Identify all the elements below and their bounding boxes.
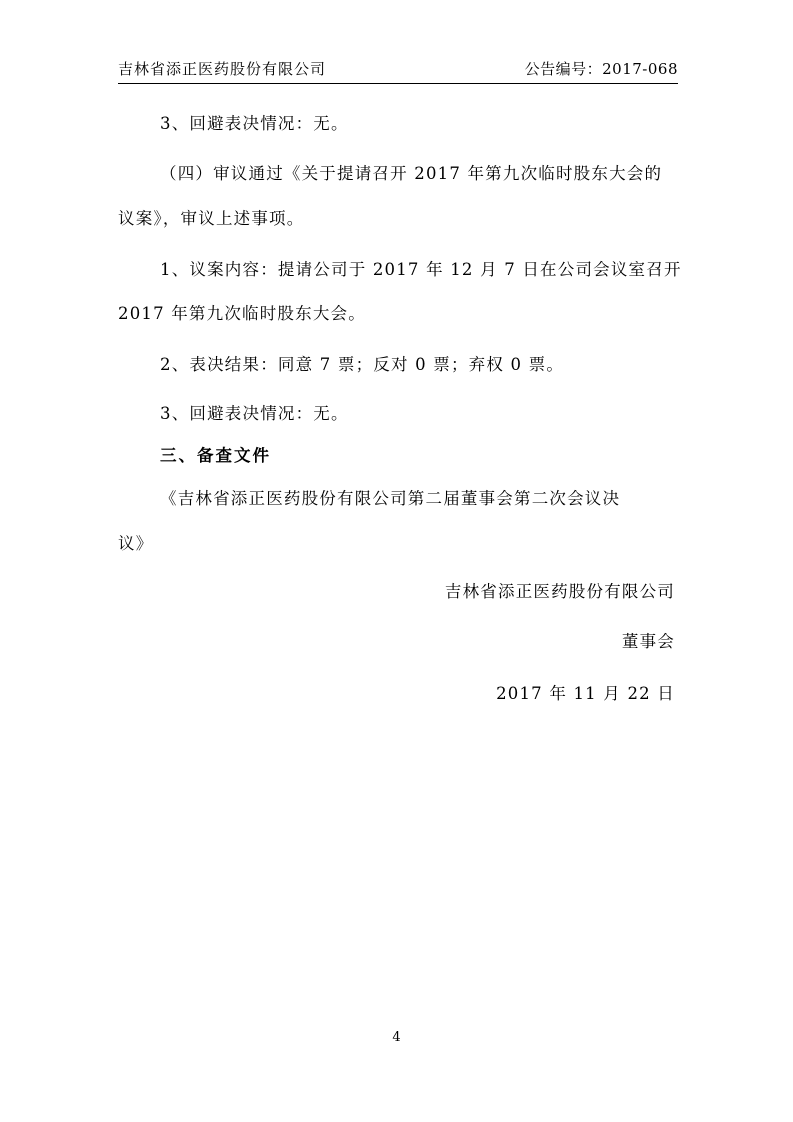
signature-date: 2017 年 11 月 22 日 <box>496 684 675 703</box>
paragraph-resolution-4-line1: （四）审议通过《关于提请召开 2017 年第九次临时股东大会的 <box>160 164 663 183</box>
signature-company: 吉林省添正医药股份有限公司 <box>444 582 675 601</box>
paragraph-resolution-4-line2: 议案》，审议上述事项。 <box>118 209 305 228</box>
page-number: 4 <box>392 1030 401 1045</box>
header-company-name: 吉林省添正医药股份有限公司 <box>118 60 327 78</box>
page-header <box>118 58 678 82</box>
header-notice-number: 公告编号：2017-068 <box>524 60 678 78</box>
signature-board: 董事会 <box>621 632 675 651</box>
header-divider <box>118 83 678 84</box>
paragraph-recusal-2: 3、回避表决情况：无。 <box>160 404 349 423</box>
paragraph-proposal-content-line2: 2017 年第九次临时股东大会。 <box>118 304 366 323</box>
paragraph-recusal-1: 3、回避表决情况：无。 <box>160 114 349 133</box>
paragraph-proposal-content-line1: 1、议案内容：提请公司于 2017 年 12 月 7 日在公司会议室召开 <box>160 260 682 279</box>
paragraph-voting-result: 2、表决结果：同意 7 票；反对 0 票；弃权 0 票。 <box>160 355 565 374</box>
paragraph-reference-doc-line1: 《吉林省添正医药股份有限公司第二届董事会第二次会议决 <box>160 489 621 508</box>
paragraph-reference-doc-line2: 议》 <box>118 534 154 553</box>
section-heading-reference-documents: 三、备查文件 <box>160 446 271 465</box>
